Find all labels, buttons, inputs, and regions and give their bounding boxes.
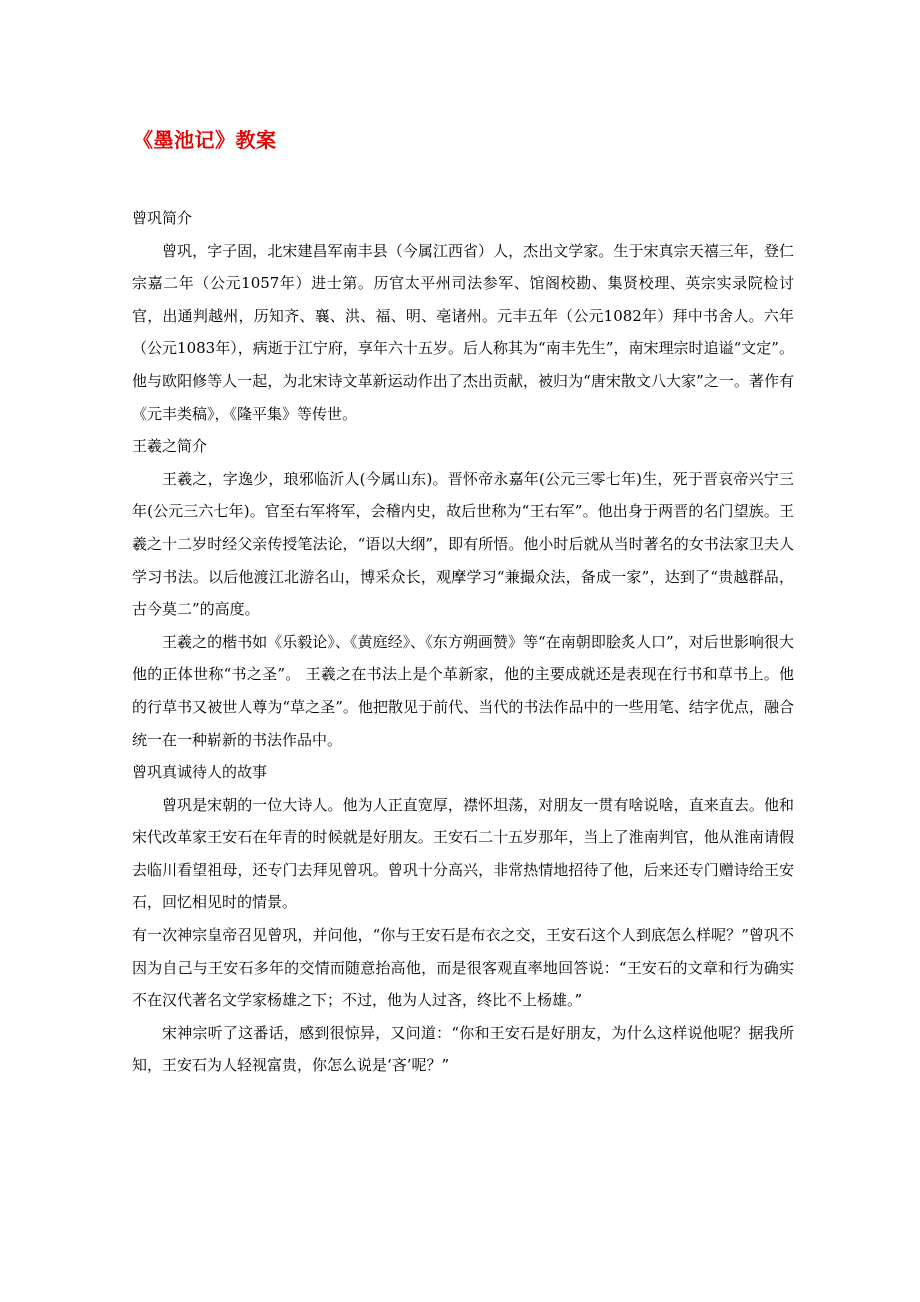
- section-heading-zeng-gong-story: 曾巩真诚待人的故事: [132, 763, 268, 782]
- paragraph-story-emperor-question: 有一次神宗皇帝召见曾巩，并问他，“你与王安石是布衣之交，王安石这个人到底怎么样呢？”曾巩不因为自己与王安石多年的交情而随意抬高他，而是很客观直率地回答说：“王安石的文章和行为确实不在汉代著名文学家杨雄之下；不过，他为人过吝，终比不上杨雄。”: [132, 926, 794, 1010]
- section-heading-wang-xizhi-intro: 王羲之简介: [132, 437, 208, 456]
- paragraph-story-friendship: 曾巩是宋朝的一位大诗人。他为人正直宽厚，襟怀坦荡，对朋友一贯有啥说啥，直来直去。他和宋代改革家王安石在年青的时候就是好朋友。王安石二十五岁那年，当上了淮南判官，他从淮南请假去临川看望祖母，还专门去拜见曾巩。曾巩十分高兴，非常热情地招待了他，后来还专门赠诗给王安石，回忆相见时的情景。: [132, 795, 794, 912]
- section-heading-zeng-gong-intro: 曾巩简介: [132, 209, 193, 227]
- paragraph-wang-xizhi-biography: 王羲之，字逸少，琅邪临沂人(今属山东)。晋怀帝永嘉年(公元三零七年)生，死于晋哀帝兴宁三年(公元三六七年)。官至右军将军，会稽内史，故后世称为“王右军”。他出身于两晋的名门望族。王羲之十二岁时经父亲传授笔法论，“语以大纲”，即有所悟。他小时后就从当时著名的女书法家卫夫人学习书法。以后他渡江北游名山，博采众长，观摩学习“兼撮众法，备成一家”，达到了“贵越群品，古今莫二”的高度。: [132, 469, 794, 619]
- paragraph-story-emperor-followup: 宋神宗听了这番话，感到很惊异，又问道：“你和王安石是好朋友，为什么这样说他呢？据我所知，王安石为人轻视富贵，你怎么说是‘吝’呢？”: [132, 1023, 794, 1075]
- paragraph-wang-xizhi-calligraphy: 王羲之的楷书如《乐毅论》、《黄庭经》、《东方朔画赞》等“在南朝即脍炙人口”，对后世影响很大他的正体世称“书之圣”。 王羲之在书法上是个革新家，他的主要成就还是表现在行书和草书上。他的行草书又被世人尊为“草之圣”。他把散见于前代、当代的书法作品中的一些用笔、结字优点，融合统一在一种崭新的书法作品中。: [132, 632, 794, 749]
- document-title: 《墨池记》教案: [133, 128, 277, 152]
- paragraph-zeng-gong-biography: 曾巩，字子固，北宋建昌军南丰县（今属江西省）人，杰出文学家。生于宋真宗天禧三年，登仁宗嘉二年（公元1057年）进士第。历官太平州司法参军、馆阁校勘、集贤校理、英宗实录院检讨官，出通判越州，历知齐、襄、洪、福、明、亳诸州。元丰五年（公元1082年）拜中书舍人。六年（公元1083年），病逝于江宁府，享年六十五岁。后人称其为“南丰先生”，南宋理宗时追谥“文定”。他与欧阳修等人一起，为北宋诗文革新运动作出了杰出贡献，被归为“唐宋散文八大家”之一。著作有《元丰类稿》，《隆平集》等传世。: [132, 241, 794, 423]
- document-body: [132, 202, 794, 1082]
